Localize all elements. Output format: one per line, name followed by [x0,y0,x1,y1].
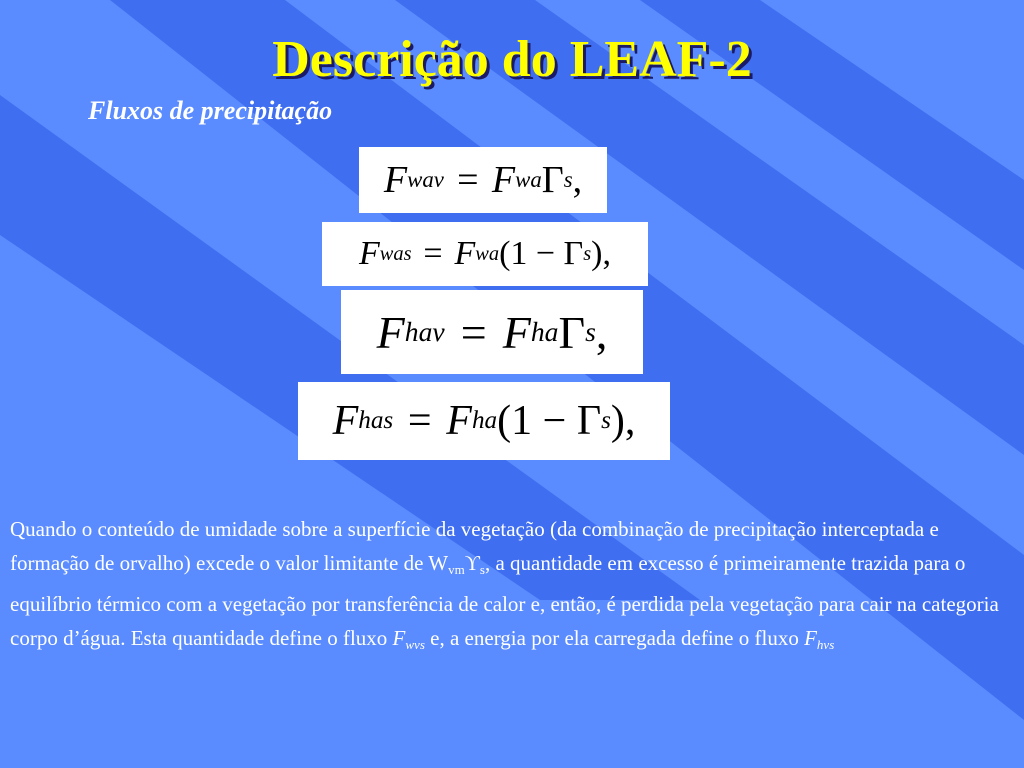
eq-tail: ), [591,235,611,272]
eq-equals: = [460,306,487,358]
eq-rhs-term: (1 − Γ [497,398,602,444]
eq-rhs-symbol: F [446,398,472,444]
paragraph-symbol: ϒ [464,551,480,575]
flux-wvs-symbol [393,626,425,650]
slide-title: Descrição do LEAF-2 [272,31,752,88]
paragraph-text: Quando o conteúdo de umidade sobre a superfície da vegetação (da combinação de precipitação interceptada e formação de orvalho) excede o valor limitante de W [10,517,939,575]
paragraph-text: e, a energia por ela carregada define o fluxo [424,625,805,650]
paragraph-text: , a quantidade em excesso é primeiramente trazida para o equilíbrio térmico com a vegetação por transferência de calor e, então, é perdida pela vegetação para cair na categoria corpo d’água. Esta quantidade define o fluxo [10,551,999,650]
eq-equals: = [407,398,432,444]
paragraph-subscript: vm [448,561,465,577]
eq-lhs-symbol: F [383,159,408,201]
equation-box-has [298,382,670,460]
equation-box-wav [359,147,607,213]
eq-rhs-symbol: F [502,306,531,358]
eq-rhs-subscript: wa [475,242,500,265]
description-paragraph [10,512,1014,662]
equation-box-was [322,222,648,286]
eq-lhs-symbol: F [359,235,380,272]
flux-subscript: wvs [405,636,425,652]
eq-equals: = [423,235,443,272]
eq-tail: , [595,306,608,358]
eq-tail: , [572,159,583,201]
eq-lhs-subscript: hav [404,316,445,347]
eq-rhs-term: (1 − Γ [499,235,584,272]
eq-rhs-term: Γ [541,159,564,201]
equation-box-hav [341,290,643,374]
eq-rhs-term-subscript: s [563,167,573,192]
flux-symbol: F [392,625,406,650]
eq-lhs-subscript: was [379,242,412,265]
eq-lhs-subscript: wav [407,167,444,192]
eq-rhs-subscript: ha [471,407,498,434]
eq-lhs-symbol: F [332,398,359,444]
flux-hvs-symbol [804,626,834,650]
flux-symbol: F [804,625,817,650]
paragraph-subscript: s [479,561,485,577]
flux-subscript: hvs [816,636,835,652]
eq-rhs-symbol: F [491,159,516,201]
eq-rhs-term: Γ [558,306,586,358]
eq-equals: = [457,159,479,201]
eq-rhs-symbol: F [454,235,476,272]
eq-tail: ), [610,398,636,444]
eq-rhs-term-subscript: s [601,407,611,434]
eq-rhs-term-subscript: s [583,242,592,265]
slide-subtitle: Fluxos de precipitação [88,96,333,125]
eq-rhs-term-subscript: s [585,316,596,347]
eq-lhs-subscript: has [358,407,394,434]
eq-lhs-symbol: F [376,306,405,358]
eq-rhs-subscript: ha [530,316,559,347]
eq-rhs-subscript: wa [515,167,542,192]
